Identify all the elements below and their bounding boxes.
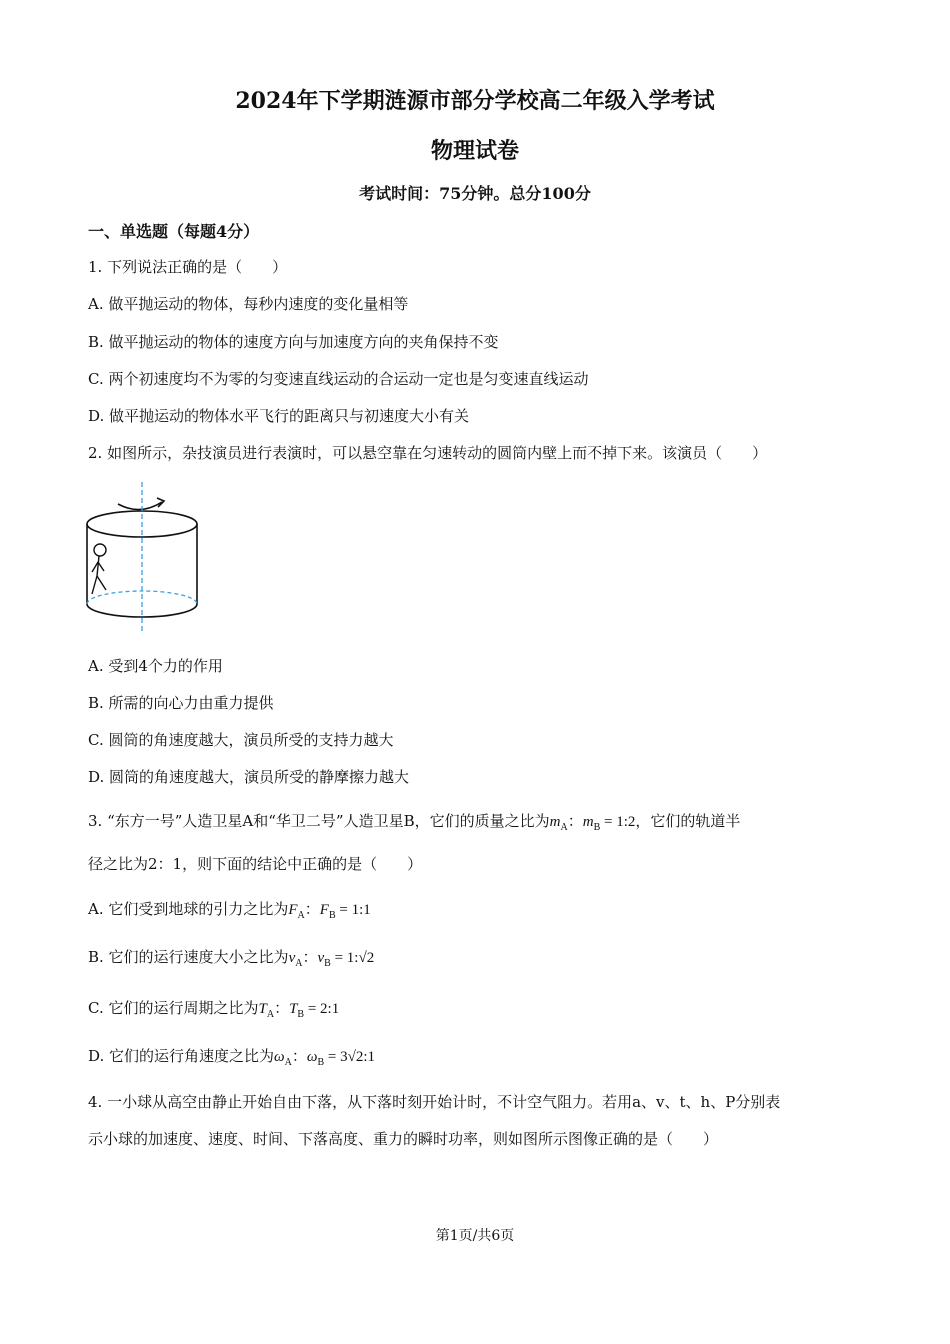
exam-info: 考试时间：75分钟。总分100分 [359, 184, 591, 203]
question-3-stem-line2: 径之比为2：1，则下面的结论中正确的是（ ） [88, 855, 423, 873]
rotating-cylinder-figure [80, 478, 210, 638]
question-2-stem: 2. 如图所示，杂技演员进行表演时，可以悬空靠在匀速转动的圆筒内壁上而不掉下来。该演员（ ） [88, 444, 768, 462]
mass-ratio-formula: $m_A$：$m_B$ = 1:2 [549, 814, 636, 833]
question-1-stem: 1. 下列说法正确的是（ ） [88, 258, 288, 276]
exam-subject: 物理试卷 [430, 138, 519, 164]
question-1-option-b: B. 做平抛运动的物体的速度方向与加速度方向的夹角保持不变 [88, 333, 499, 351]
page-footer: 第1页/共6页 [435, 1228, 515, 1244]
question-1-option-c: C. 两个初速度均不为零的匀变速直线运动的合运动一定也是匀变速直线运动 [88, 370, 589, 388]
question-2-option-b: B. 所需的向心力由重力提供 [88, 694, 274, 712]
question-3-option-d: D. 它们的运行角速度之比为$\omega_A$：$\omega_B$ = 3√2:1 [88, 1047, 375, 1068]
question-3-option-a: A. 它们受到地球的引力之比为$F_A$：$F_B$ = 1:1 [88, 900, 371, 921]
question-4-line2: 示小球的加速度、速度、时间、下落高度、重力的瞬时功率，则如图所示图像正确的是（ ） [88, 1130, 719, 1148]
performer-figure-icon [92, 544, 106, 594]
question-4-line1: 4. 一小球从高空由静止开始自由下落，从下落时刻开始计时，不计空气阻力。若用a、v、t、h、P分别表 [88, 1093, 781, 1111]
question-3-option-b: B. 它们的运行速度大小之比为$v_A$：$v_B$ = 1:√2 [88, 948, 375, 969]
rotation-arrow-icon [118, 502, 162, 510]
question-1-option-d: D. 做平抛运动的物体水平飞行的距离只与初速度大小有关 [88, 407, 470, 425]
section-heading: 一、单选题（每题4分） [88, 222, 260, 241]
question-3-stem-line1: 3. “东方一号”人造卫星A和“华卫二号”人造卫星B，它们的质量之比为$m_A$：$m_B$ = 1:2，它们的轨道半 [88, 812, 741, 833]
exam-title: 2024年下学期涟源市部分学校高二年级入学考试 [235, 88, 715, 114]
question-2-option-c: C. 圆筒的角速度越大，演员所受的支持力越大 [88, 731, 394, 749]
question-2-option-a: A. 受到4个力的作用 [88, 657, 223, 675]
question-2-option-d: D. 圆筒的角速度越大，演员所受的静摩擦力越大 [88, 768, 410, 786]
question-3-option-c: C. 它们的运行周期之比为$T_A$：$T_B$ = 2:1 [88, 999, 340, 1020]
question-1-option-a: A. 做平抛运动的物体，每秒内速度的变化量相等 [88, 295, 409, 313]
